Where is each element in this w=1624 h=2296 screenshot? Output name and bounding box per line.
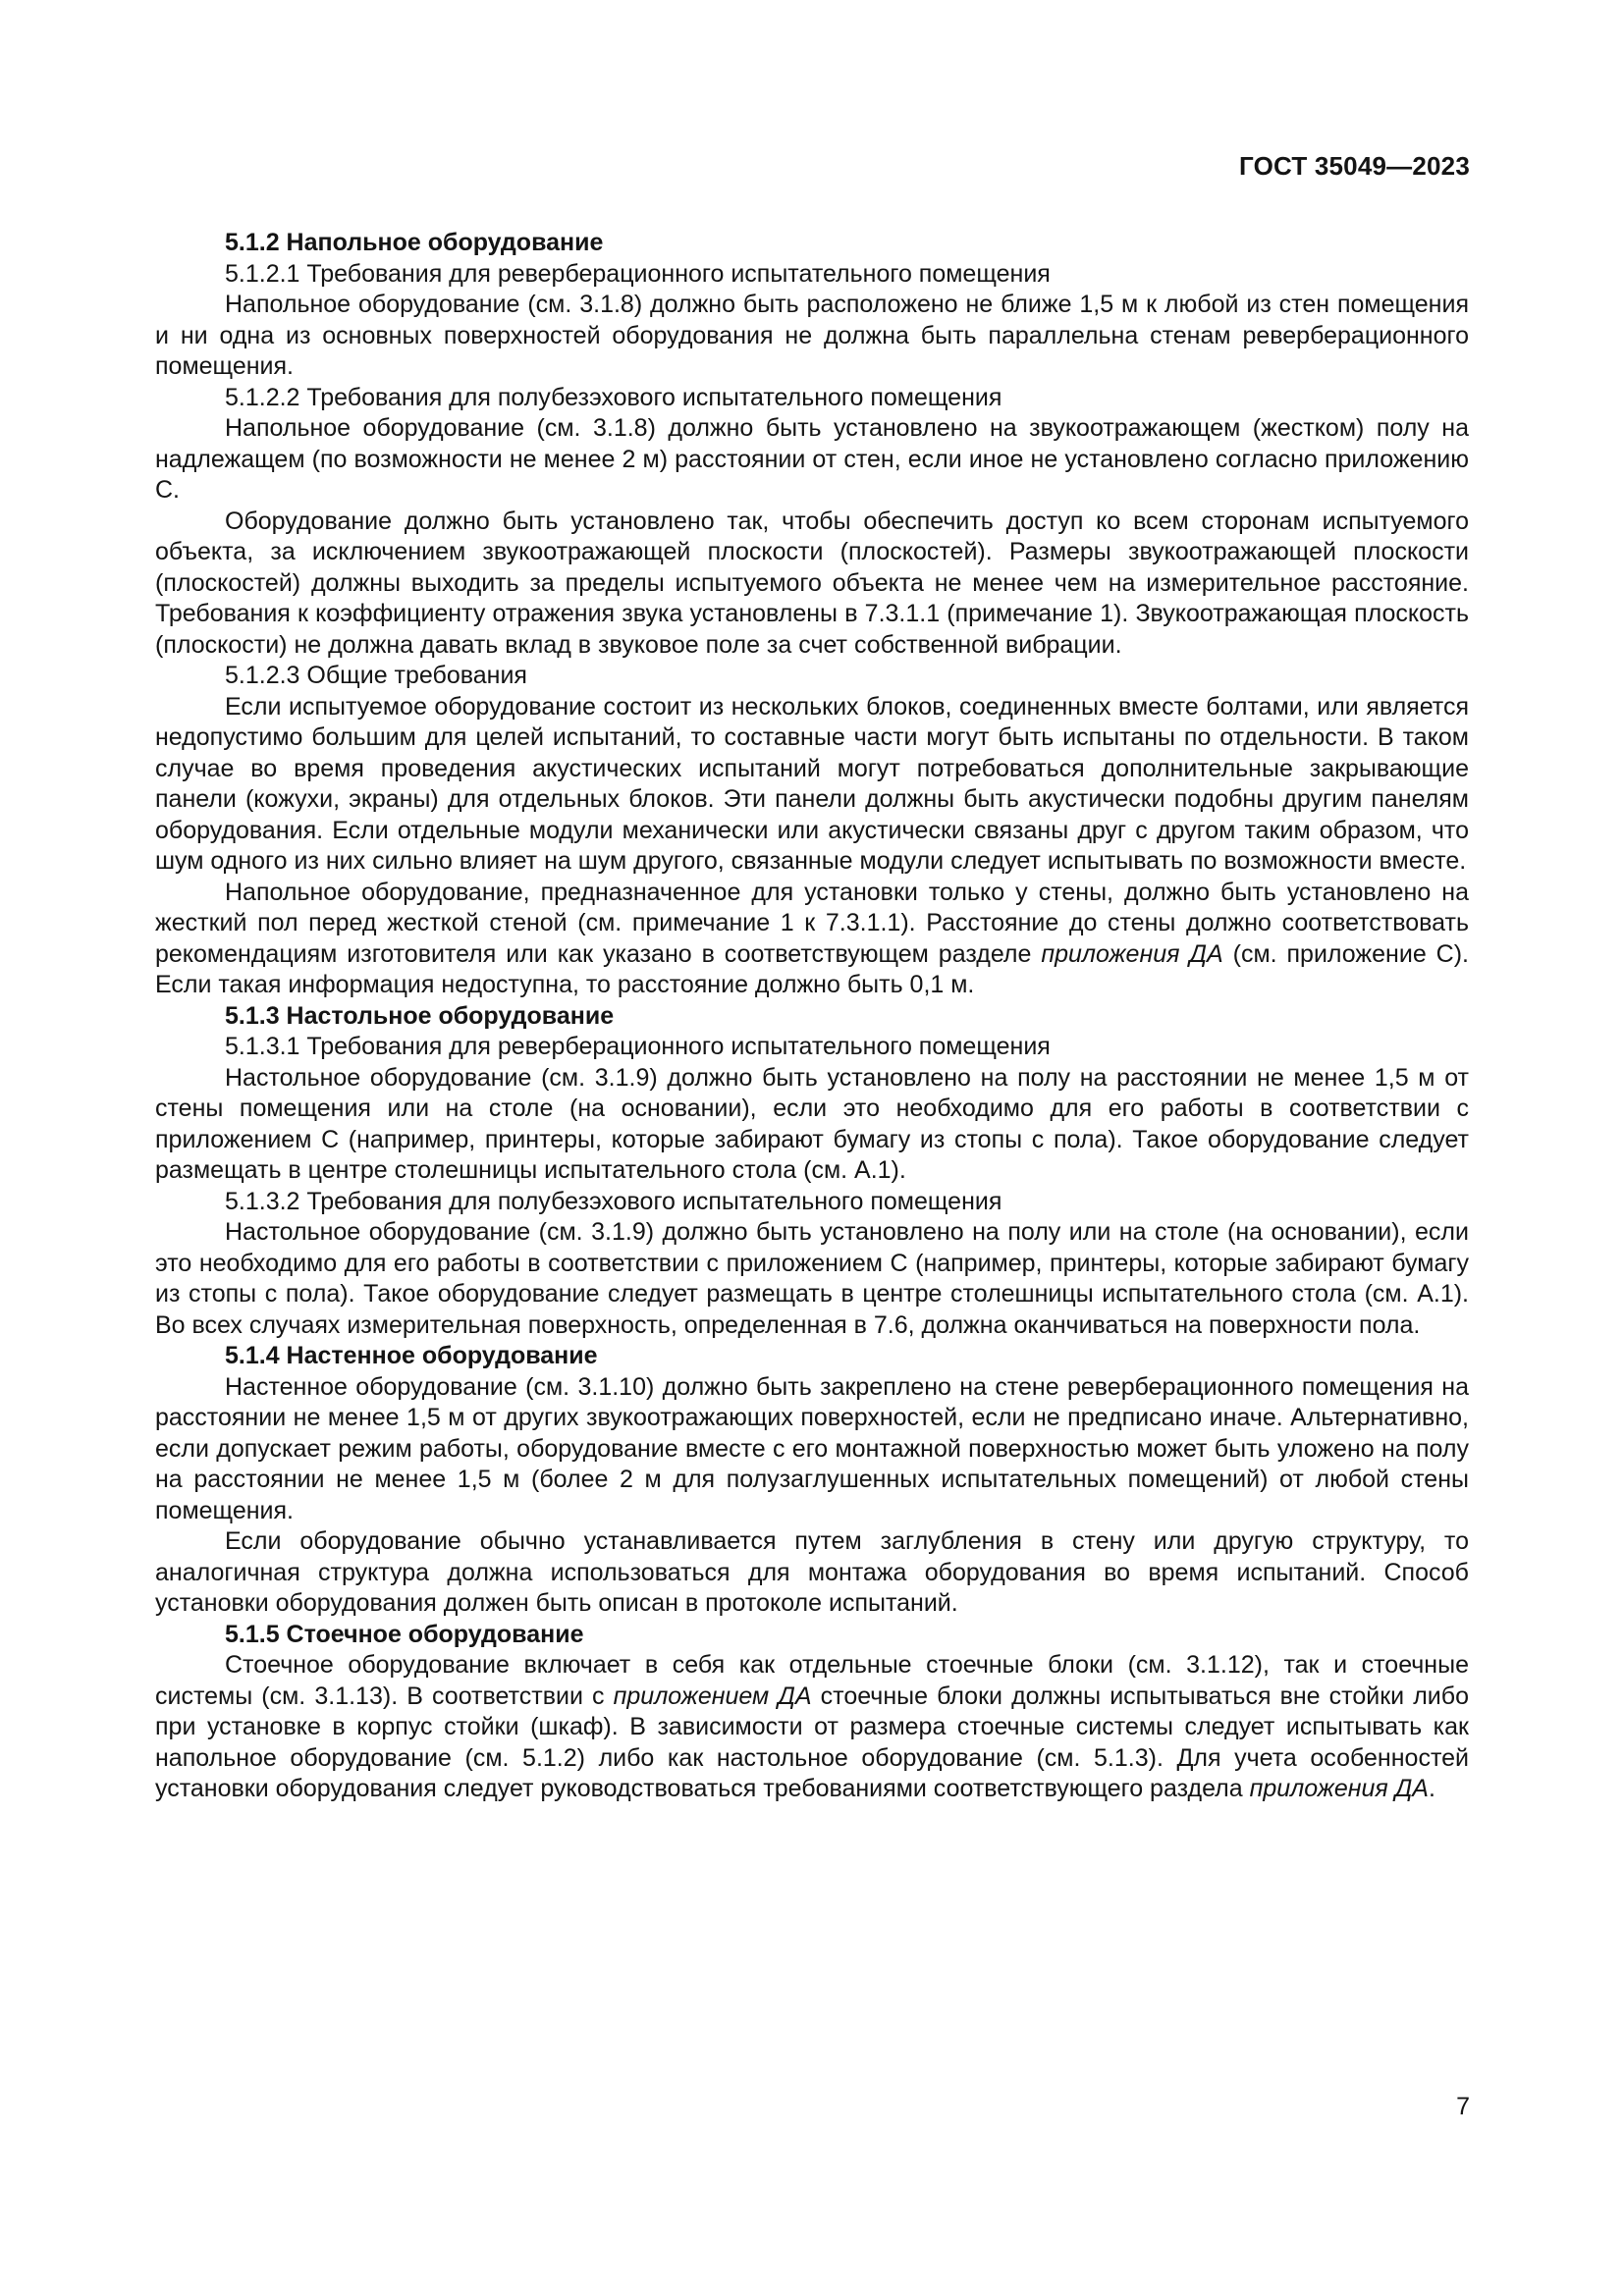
- subsection-title-5-1-2-1: 5.1.2.1 Требования для реверберационного испытательного помещения: [225, 259, 1051, 288]
- paragraph: Оборудование должно быть установлено так, чтобы обеспечить доступ ко всем сторонам испытуемого объекта, за исключением звукоотражающей плоскости (плоскостей). Размеры звукоотражающей плоскости (плоскостей) должны выходить за пределы испытуемого объекта не менее чем на измерительное расстояние. Требования к коэффициенту отражения звука установлены в 7.3.1.1 (примечание 1). Звукоотражающая плоскость (плоскости) не должна давать вклад в звуковое поле за счет собственной вибрации.: [155, 507, 1469, 659]
- paragraph: Настенное оборудование (см. 3.1.10) должно быть закреплено на стене реверберационного помещения на расстоянии не менее 1,5 м от других звукоотражающих поверхностей, если не предписано иначе. Альтернативно, если допускает режим работы, оборудование вместе с его монтажной поверхностью может быть уложено на полу на расстоянии не менее 1,5 м (более 2 м для полузаглушенных испытательных помещений) от любой стены помещения.: [155, 1372, 1469, 1524]
- paragraph: Напольное оборудование (см. 3.1.8) должно быть расположено не ближе 1,5 м к любой из стен помещения и ни одна из основных поверхностей оборудования не должна быть параллельна стенам реверберационного помещения.: [155, 291, 1469, 380]
- paragraph: Напольное оборудование, предназначенное для установки только у стены, должно быть установлено на жесткий пол перед жесткой стеной (см. примечание 1 к 7.3.1.1). Расстояние до стены должно соответствовать рекомендациям изготовителя или как указано в соответствующем разделе приложения ДА (см. приложение С). Если такая информация недоступна, то расстояние должно быть 0,1 м.: [155, 878, 1469, 998]
- subsection-title-5-1-2-2: 5.1.2.2 Требования для полубезэхового испытательного помещения: [225, 383, 1002, 411]
- paragraph: Напольное оборудование (см. 3.1.8) должно быть установлено на звукоотражающем (жестком) полу на надлежащем (по возможности не менее 2 м) расстоянии от стен, если иное не установлено согласно приложению С.: [155, 414, 1469, 504]
- section-heading-5-1-3: 5.1.3 Настольное оборудование: [225, 1001, 615, 1030]
- subsection-title-5-1-2-3: 5.1.2.3 Общие требования: [225, 662, 527, 689]
- subsection-title-5-1-3-2: 5.1.3.2 Требования для полубезэхового испытательного помещения: [225, 1187, 1002, 1215]
- annex-reference: приложением ДА: [613, 1682, 812, 1710]
- subsection-title-5-1-3-1: 5.1.3.1 Требования для реверберационного испытательного помещения: [225, 1033, 1051, 1060]
- section-heading-5-1-4: 5.1.4 Настенное оборудование: [225, 1342, 598, 1369]
- section-heading-5-1-2: 5.1.2 Напольное оборудование: [225, 229, 604, 256]
- standard-code: ГОСТ 35049—2023: [1239, 151, 1470, 181]
- paragraph: Стоечное оборудование включает в себя как отдельные стоечные блоки (см. 3.1.12), так и стоечные системы (см. 3.1.13). В соответствии с приложением ДА стоечные блоки должны испытываться вне стойки либо при установке в корпус стойки (шкаф). В зависимости от размера стоечные системы следует испытывать как напольное оборудование (см. 5.1.2) либо как настольное оборудование (см. 5.1.3). Для учета особенностей установки оборудования следует руководствоваться требованиями соответствующего раздела приложения ДА.: [155, 1651, 1469, 1802]
- paragraph: Настольное оборудование (см. 3.1.9) должно быть установлено на полу на расстоянии не менее 1,5 м от стены помещения или на столе (на основании), если это необходимо для его работы в соответствии с приложением С (например, принтеры, которые забирают бумагу из стопы с пола). Такое оборудование следует размещать в центре столешницы испытательного стола (см. А.1).: [155, 1063, 1469, 1184]
- annex-reference: приложения ДА: [1041, 939, 1223, 968]
- annex-reference: приложения ДА: [1249, 1775, 1429, 1802]
- page-number: 7: [1456, 2093, 1470, 2120]
- paragraph: Если оборудование обычно устанавливается путем заглубления в стену или другую структуру, то аналогичная структура должна использоваться для монтажа оборудования во время испытаний. Способ установки оборудования должен быть описан в протоколе испытаний.: [155, 1527, 1469, 1617]
- paragraph: Настольное оборудование (см. 3.1.9) должно быть установлено на полу или на столе (на основании), если это необходимо для его работы в соответствии с приложением С (например, принтеры, которые забирают бумагу из стопы с пола). Такое оборудование следует размещать в центре столешницы испытательного стола (см. А.1). Во всех случаях измерительная поверхность, определенная в 7.6, должна оканчиваться на поверхности пола.: [155, 1218, 1469, 1339]
- paragraph: Если испытуемое оборудование состоит из нескольких блоков, соединенных вместе болтами, или является недопустимо большим для целей испытаний, то составные части могут быть испытаны по отдельности. В таком случае во время проведения акустических испытаний могут потребоваться дополнительные закрывающие панели (кожухи, экраны) для отдельных блоков. Эти панели должны быть акустически подобны другим панелям оборудования. Если отдельные модули механически или акустически связаны друг с другом таким образом, что шум одного из них сильно влияет на шум другого, связанные модули следует испытывать по возможности вместе.: [155, 692, 1469, 875]
- body-text: [155, 228, 1469, 1805]
- section-heading-5-1-5: 5.1.5 Стоечное оборудование: [225, 1620, 584, 1648]
